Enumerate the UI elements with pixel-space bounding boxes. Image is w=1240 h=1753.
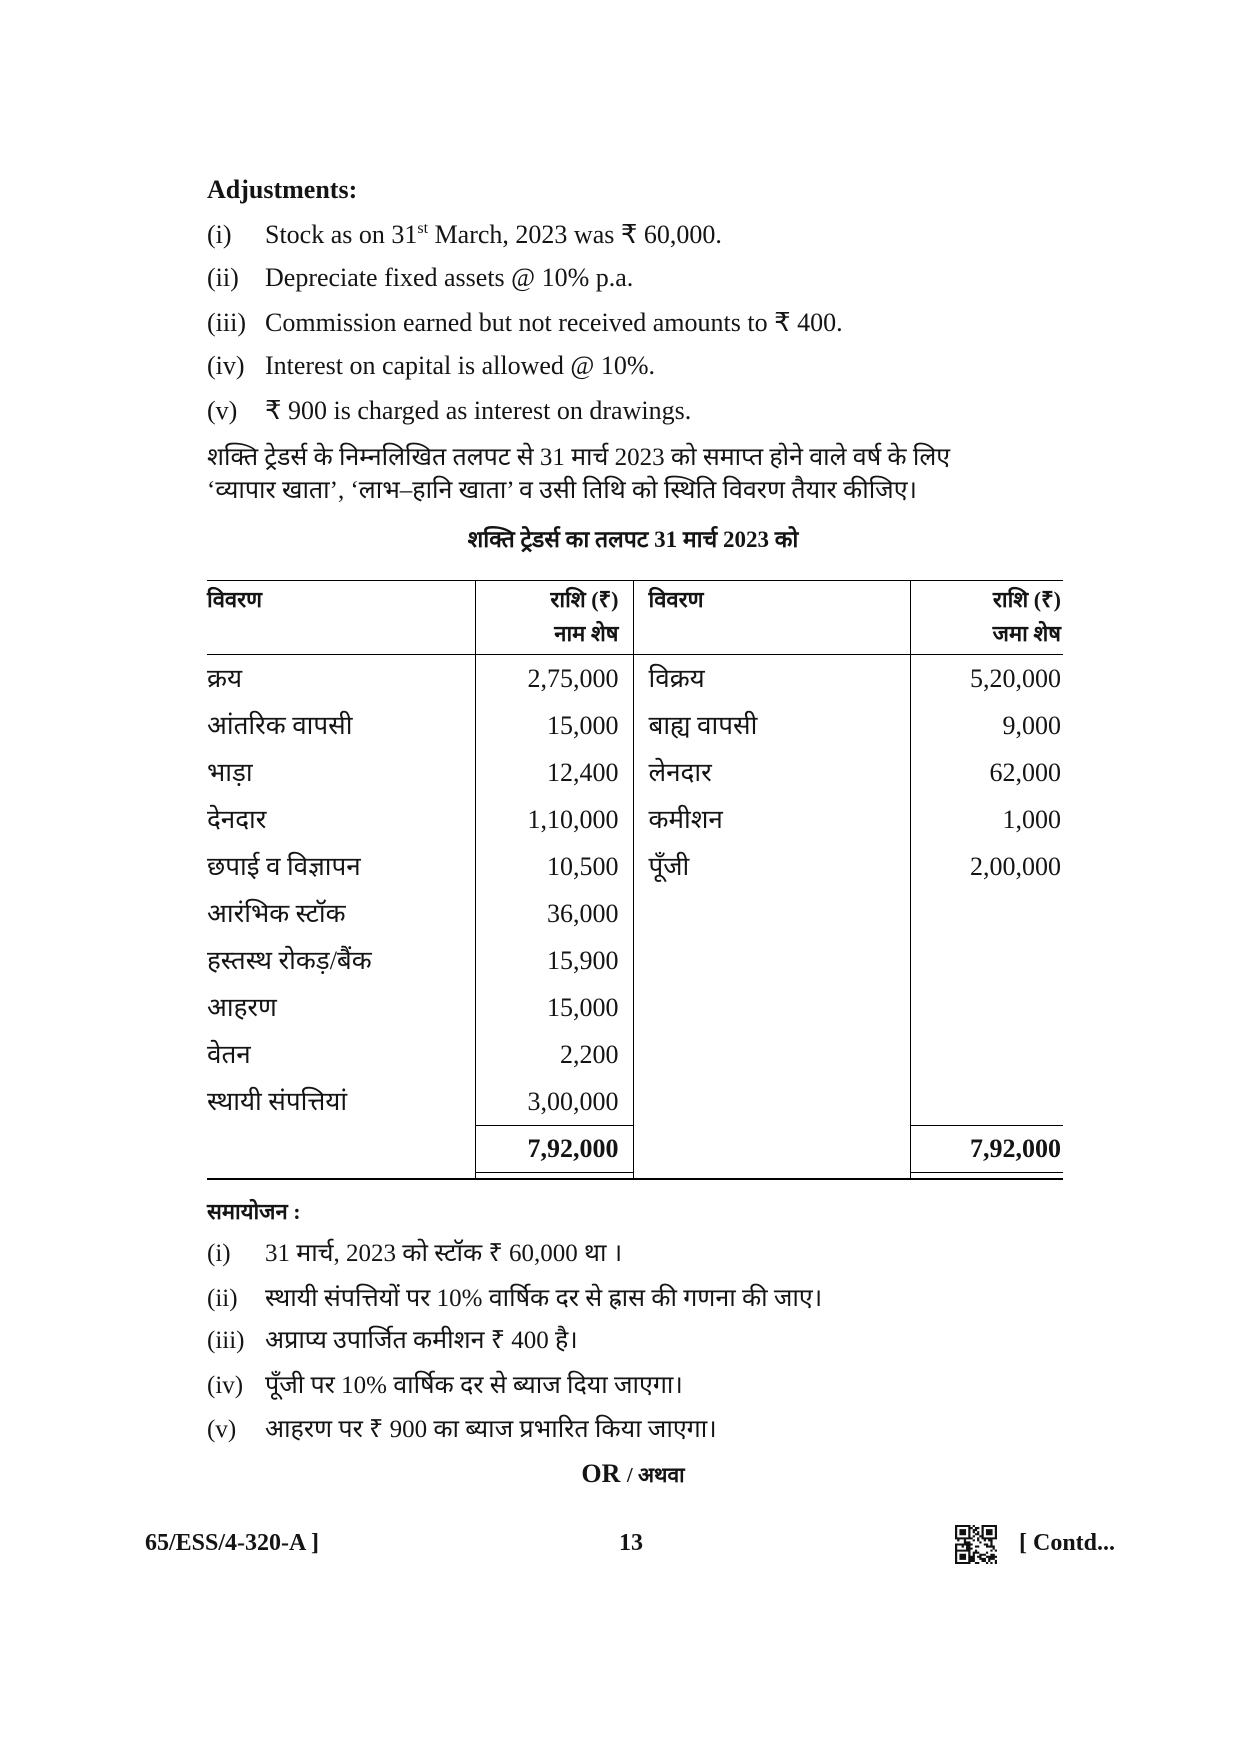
empty-cell [910,937,1063,984]
debit-amount: 15,000 [475,984,633,1031]
empty-cell [910,984,1063,1031]
debit-amount: 10,500 [475,843,633,890]
debit-amount: 12,400 [475,749,633,796]
header-label: राशि (₹) [550,587,619,612]
adjustment-item [207,350,655,382]
debit-amount: 2,75,000 [475,655,633,703]
item-number: (i) [207,220,232,249]
header-label: राशि (₹) [992,587,1061,612]
adjustment-item-hindi [207,1283,822,1315]
table-row [207,1078,1063,1126]
adjustment-item [207,395,691,427]
item-text: ₹ 900 is charged as interest on drawings. [265,396,692,425]
table-title: शक्ति ट्रेडर्स का तलपट 31 मार्च 2023 को [467,527,799,552]
item-number: (i) [207,1240,231,1267]
double-rule-row [207,1173,1063,1180]
adjustments-heading: Adjustments: [207,175,358,204]
item-number: (iii) [207,308,246,337]
empty-cell [910,1078,1063,1126]
item-text-part: March, 2023 was ₹ 60,000. [428,220,722,249]
item-text: आहरण पर ₹ 900 का ब्याज प्रभारित किया जाएगा। [265,1416,717,1443]
adjustment-item [207,219,722,251]
adjustment-item-hindi [207,1370,683,1402]
item-text: स्थायी संपत्तियों पर 10% वार्षिक दर से ह्रास की गणना की जाए। [265,1285,823,1312]
or-divider [433,1458,833,1491]
debit-particular: भाड़ा [207,749,475,796]
debit-amount: 2,200 [475,1031,633,1078]
credit-amount: 9,000 [1002,711,1061,740]
table-row [207,702,1063,749]
debit-amount: 15,900 [475,937,633,984]
adjustment-item [207,307,843,339]
table-row [207,655,1063,703]
item-text [265,220,722,249]
item-text: Depreciate fixed assets @ 10% p.a. [265,263,634,292]
item-number: (v) [207,396,238,425]
empty-cell [910,1031,1063,1078]
debit-amount: 15,000 [475,702,633,749]
table-row [207,796,1063,843]
debit-particular: क्रय [207,655,475,703]
adjustment-item-hindi [207,1238,622,1270]
header-sublabel: जमा शेष [992,621,1061,646]
empty-cell [633,1126,910,1173]
credit-amount: 2,00,000 [970,852,1061,881]
credit-amount: 5,20,000 [970,664,1061,693]
empty-cell [633,1031,910,1078]
empty-cell [633,1078,910,1126]
paper-code: 65/ESS/4-320-A ] [145,1530,320,1556]
table-row [207,1031,1063,1078]
item-number: (ii) [207,1285,238,1312]
total-credit: 7,92,000 [910,1126,1063,1173]
debit-amount: 1,10,000 [475,796,633,843]
header-amount-credit [910,581,1063,655]
debit-particular: आरंभिक स्टॉक [207,890,475,937]
empty-cell [207,1173,475,1180]
empty-cell [633,1173,910,1180]
table-row [207,843,1063,890]
continued-label: [ Contd... [1019,1530,1116,1556]
debit-particular: देनदार [207,796,475,843]
trial-balance-table [207,580,1063,1180]
credit-particular: विक्रय [633,655,910,703]
header-particulars-credit [633,581,910,655]
item-text: Commission earned but not received amounts to ₹ 400. [265,308,843,337]
debit-particular: आंतरिक वापसी [207,702,475,749]
debit-amount: 3,00,000 [475,1078,633,1126]
total-debit: 7,92,000 [475,1126,633,1173]
item-number: (iv) [207,351,245,380]
empty-cell [910,1173,1063,1180]
ordinal-superscript: st [417,220,429,237]
debit-particular: स्थायी संपत्तियां [207,1078,475,1126]
item-number: (ii) [207,263,239,292]
empty-cell [633,890,910,937]
item-text: पूँजी पर 10% वार्षिक दर से ब्याज दिया जाएगा। [265,1372,683,1399]
table-row [207,984,1063,1031]
adjustment-item [207,262,633,294]
empty-cell [633,984,910,1031]
debit-particular: वेतन [207,1031,475,1078]
table-row [207,890,1063,937]
or-label-english: OR [581,1459,621,1488]
header-sublabel: नाम शेष [554,621,619,646]
or-label-hindi: / अथवा [626,1463,685,1487]
item-number: (iii) [207,1327,245,1354]
table-row [207,937,1063,984]
item-text-part: Stock as on 31 [265,220,418,249]
credit-particular: कमीशन [633,796,910,843]
credit-amount: 62,000 [989,758,1061,787]
credit-particular: पूँजी [633,843,910,890]
item-number: (iv) [207,1372,244,1399]
debit-particular: आहरण [207,984,475,1031]
header-label: विवरण [207,587,263,612]
header-label: विवरण [648,587,704,612]
item-text: Interest on capital is allowed @ 10%. [265,351,655,380]
qr-code [955,1525,997,1564]
item-text: अप्राप्य उपार्जित कमीशन ₹ 400 है। [265,1327,578,1354]
page-number: 13 [619,1530,643,1556]
adjustments-heading-hindi: समायोजन : [207,1199,301,1224]
question-line: ‘व्यापार खाता’, ‘लाभ–हानि खाता’ व उसी तिथि को स्थिति विवरण तैयार कीजिए। [207,477,918,504]
table-header-row [207,581,1063,655]
debit-amount: 36,000 [475,890,633,937]
qr-pattern [955,1525,997,1564]
empty-cell [475,1173,633,1180]
header-particulars-debit [207,581,475,655]
item-text: 31 मार्च, 2023 को स्टॉक ₹ 60,000 था । [265,1240,623,1267]
total-row [207,1126,1063,1173]
credit-particular: लेनदार [633,749,910,796]
credit-particular: बाह्य वापसी [633,702,910,749]
debit-particular: हस्तस्थ रोकड़/बैंक [207,937,475,984]
question-line: शक्ति ट्रेडर्स के निम्नलिखित तलपट से 31 मार्च 2023 को समाप्त होने वाले वर्ष के लिए [207,444,951,471]
adjustment-item-hindi [207,1325,578,1357]
header-amount-debit [475,581,633,655]
empty-cell [207,1126,475,1173]
adjustment-item-hindi [207,1414,717,1446]
empty-cell [910,890,1063,937]
credit-amount: 1,000 [1002,805,1061,834]
table-row [207,749,1063,796]
debit-particular: छपाई व विज्ञापन [207,843,475,890]
item-number: (v) [207,1416,237,1443]
empty-cell [633,937,910,984]
